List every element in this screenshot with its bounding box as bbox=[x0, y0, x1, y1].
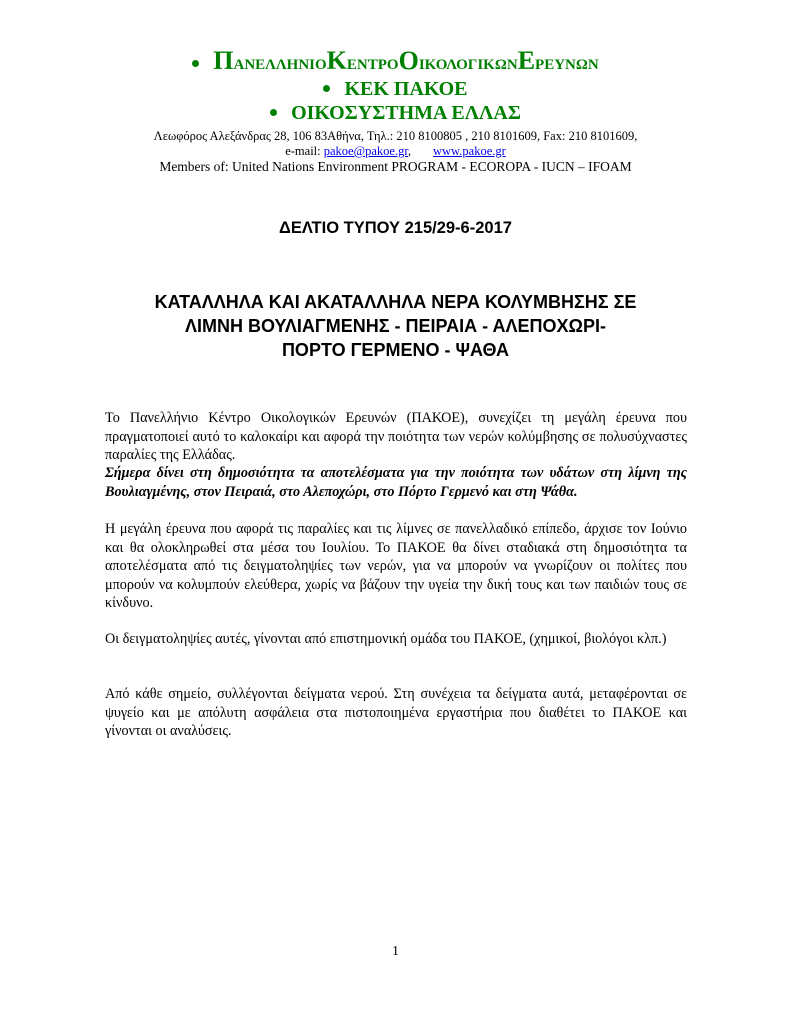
contact-separator: , bbox=[408, 144, 412, 158]
paragraph-highlight: Σήμερα δίνει στη δημοσιότητα τα αποτελέσματα για την ποιότητα των υδάτων στη λίμνη της Βουλιαγμένης, στον Πειραιά, στο Αλεποχώρι, στο Πόρτο Γερμενό και στη Ψάθα. bbox=[105, 465, 687, 500]
bullet-icon bbox=[192, 60, 199, 67]
press-release-title: ΔΕΛΤΙΟ ΤΥΠΟΥ 215/29-6-2017 bbox=[279, 219, 512, 237]
org-name-line: ΠΑΝΕΛΛΗΝΙΟΚΕΝΤΡΟΟΙΚΟΛΟΓΙΚΩΝΕΡΕΥΝΩΝ bbox=[0, 46, 791, 76]
bullet-icon bbox=[270, 109, 277, 116]
kek-line-text: ΚΕΚ ΠΑΚΟΕ bbox=[344, 78, 468, 100]
eco-line bbox=[0, 102, 791, 125]
paragraph-sampling: Οι δειγματοληψίες αυτές, γίνονται από επιστημονική ομάδα του ΠΑΚΟΕ, (χημικοί, βιολόγοι κλπ.) bbox=[105, 631, 667, 647]
paragraph-research: Η μεγάλη έρευνα που αφορά τις παραλίες και τις λίμνες σε πανελλαδικό επίπεδο, άρχισε τον Ιούνιο και θα ολοκληρωθεί στα μέσα του Ιουλίου. Το ΠΑΚΟΕ θα δίνει σταδιακά στη δημοσιότητα τα αποτελέσματα από τις δειγματοληψίες των νερών, για να μπορούν να γνωρίζουν οι πολίτες που μπορούν να κολυμπούν ελεύθερα, χωρίς να βάζουν την υγεία την δική τους και των παιδιών τους σε κίνδυνο. bbox=[105, 521, 687, 611]
paragraph-analysis: Από κάθε σημείο, συλλέγονται δείγματα νερού. Στη συνέχεια τα δείγματα αυτά, μεταφέρονται σε ψυγείο και με απόλυτη ασφάλεια στα πιστοποιημένα εργαστήρια που διαθέτει το ΠΑΚΟΕ και γίνονται οι αναλύσεις. bbox=[105, 686, 687, 739]
title-line: ΚΑΤΑΛΛΗΛΑ ΚΑΙ ΑΚΑΤΑΛΛΗΛΑ ΝΕΡΑ ΚΟΛΥΜΒΗΣΗΣ ΣΕ bbox=[154, 292, 637, 312]
paragraph-intro: Το Πανελλήνιο Κέντρο Οικολογικών Ερευνών (ΠΑΚΟΕ), συνεχίζει τη μεγάλη έρευνα που πραγματοποιεί αυτό το καλοκαίρι και αφορά την ποιότητα των νερών κολύμβησης σε πολυσύχναστες παραλίες της Ελλάδας. bbox=[105, 410, 687, 463]
eco-line-text: ΟΙΚΟΣΥΣΤΗΜΑ ΕΛΛΑΣ bbox=[291, 102, 521, 124]
email-label: e-mail: bbox=[285, 144, 324, 158]
contact-line bbox=[0, 144, 791, 159]
document-title bbox=[60, 290, 731, 362]
email-link[interactable]: pakoe@pakoe.gr bbox=[323, 144, 408, 158]
address-line: Λεωφόρος Αλεξάνδρας 28, 106 83Αθήνα, Τηλ.: 210 8100805 , 210 8101609, Fax: 210 8101609, bbox=[153, 129, 638, 143]
kek-line bbox=[0, 78, 791, 101]
members-line: Members of: United Nations Environment PROGRAM - ECOROPA - IUCN – IFOAM bbox=[159, 159, 632, 174]
bullet-icon bbox=[323, 85, 330, 92]
title-line: ΠΟΡΤΟ ΓΕΡΜΕΝΟ - ΨΑΘΑ bbox=[281, 340, 510, 360]
title-line: ΛΙΜΝΗ ΒΟΥΛΙΑΓΜΕΝΗΣ - ΠΕΙΡΑΙΑ - ΑΛΕΠΟΧΩΡΙ- bbox=[185, 316, 606, 336]
page-number: 1 bbox=[392, 944, 399, 959]
website-link[interactable]: www.pakoe.gr bbox=[433, 144, 506, 158]
